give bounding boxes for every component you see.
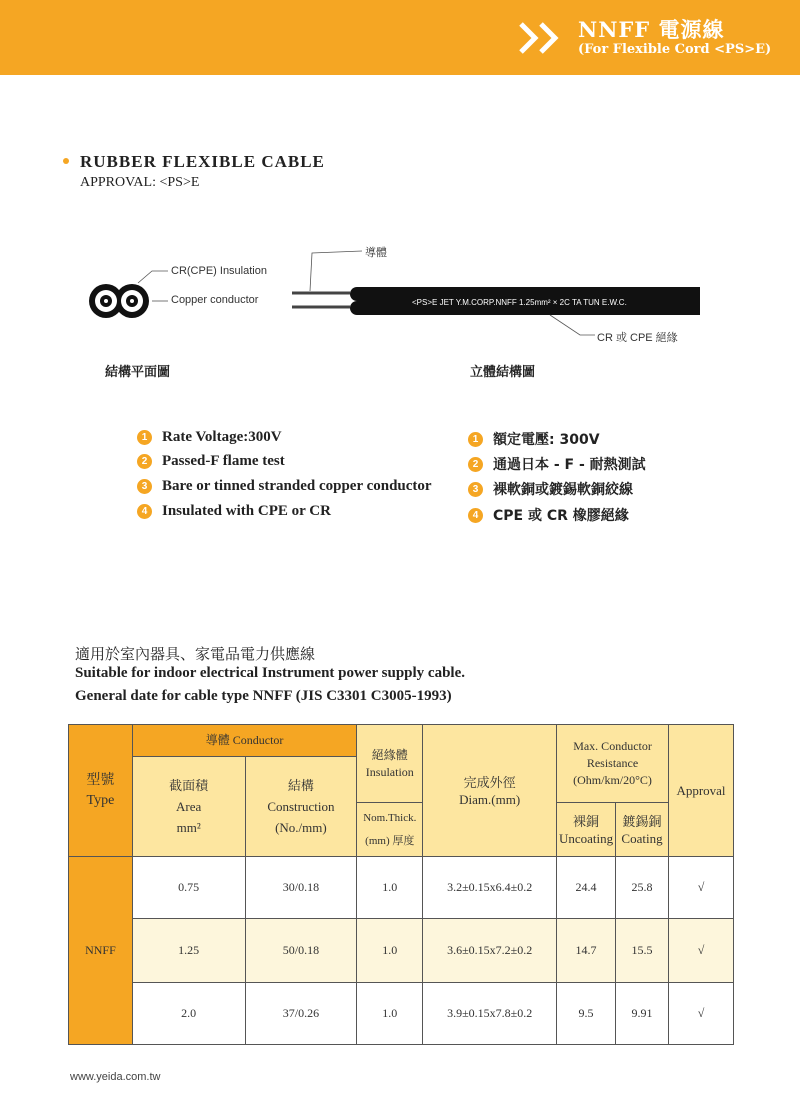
uncoating-zh: 裸銅 xyxy=(573,813,600,829)
area-zh: 截面積 xyxy=(169,778,209,793)
number-3-icon: 3 xyxy=(468,482,483,497)
area-header xyxy=(132,757,245,857)
construction-cell: 30/0.18 xyxy=(245,857,357,919)
insulation-en: Insulation xyxy=(365,764,414,779)
number-4-icon: 4 xyxy=(468,508,483,523)
cable-marking: <PS>E JET Y.M.CORP.NNFF 1.25mm² × 2C TA TUN E.W.C. xyxy=(412,298,627,307)
approval-cell: √ xyxy=(668,919,733,983)
table-row xyxy=(69,857,734,919)
label-insulation: CR(CPE) Insulation xyxy=(171,265,267,277)
diam-zh: 完成外徑 xyxy=(463,774,516,790)
spec-table xyxy=(68,724,734,1045)
page-subtitle: (For Flexible Cord <PS>E) xyxy=(578,42,772,57)
label-copper-conductor: Copper conductor xyxy=(171,294,259,306)
coating-cell: 15.5 xyxy=(616,919,669,983)
usage-en: Suitable for indoor electrical Instrument power supply cable. xyxy=(75,665,465,681)
uncoating-cell: 9.5 xyxy=(557,983,616,1045)
thickness-cell: 1.0 xyxy=(357,919,423,983)
insulation-header xyxy=(357,725,423,803)
feature-en-4 xyxy=(137,503,331,520)
diam-cell: 3.2±0.15x6.4±0.2 xyxy=(423,857,557,919)
diam-en: Diam.(mm) xyxy=(459,791,521,807)
feature-text: Bare or tinned stranded copper conductor xyxy=(162,478,432,494)
usage-general: General date for cable type NNFF (JIS C3301 C3005-1993) xyxy=(75,688,452,704)
construction-zh: 結構 xyxy=(287,778,314,793)
feature-zh-1 xyxy=(468,429,600,449)
construction-cell: 50/0.18 xyxy=(245,919,357,983)
resistance-line-3: (Ohm/km/20°C) xyxy=(573,773,652,787)
uncoating-cell: 24.4 xyxy=(557,857,616,919)
number-2-icon: 2 xyxy=(468,457,483,472)
area-unit: mm² xyxy=(176,820,201,835)
feature-text: Rate Voltage:300V xyxy=(162,429,282,445)
area-cell: 2.0 xyxy=(132,983,245,1045)
footer-url: www.yeida.com.tw xyxy=(70,1071,161,1083)
type-zh: 型號 xyxy=(86,772,115,788)
caption-plan: 結構平面圖 xyxy=(105,365,171,380)
feature-text: 通過日本 - F - 耐熱測試 xyxy=(493,457,646,473)
construction-en: Construction xyxy=(267,799,335,814)
diam-cell: 3.9±0.15x7.8±0.2 xyxy=(423,983,557,1045)
number-3-icon: 3 xyxy=(137,479,152,494)
nom-thick: Nom.Thick. xyxy=(363,811,417,824)
table-row xyxy=(69,919,734,983)
section-title: RUBBER FLEXIBLE CABLE xyxy=(80,152,325,171)
resistance-line-1: Max. Conductor xyxy=(573,739,652,753)
coating-header xyxy=(616,803,669,857)
header-banner xyxy=(0,0,800,75)
feature-zh-4 xyxy=(468,505,629,525)
uncoating-en: Uncoating xyxy=(558,830,614,846)
feature-en-1 xyxy=(137,429,282,446)
thickness-cell: 1.0 xyxy=(357,857,423,919)
approval-header: Approval xyxy=(668,725,733,857)
feature-zh-2 xyxy=(468,454,646,474)
approval-text: APPROVAL: <PS>E xyxy=(80,175,200,190)
construction-header xyxy=(245,757,357,857)
feature-text: CPE 或 CR 橡膠絕緣 xyxy=(493,508,629,524)
feature-en-3 xyxy=(137,478,432,495)
cross-section-icon xyxy=(89,284,149,318)
feature-text: 裸軟銅或鍍錫軟銅絞線 xyxy=(493,482,633,498)
construction-unit: (No./mm) xyxy=(275,820,327,835)
double-chevron-right-icon xyxy=(515,20,575,56)
bullet-icon xyxy=(63,158,69,164)
type-en: Type xyxy=(86,792,115,808)
area-en: Area xyxy=(176,799,202,814)
number-2-icon: 2 xyxy=(137,454,152,469)
label-conductor-zh: 導體 xyxy=(365,247,387,259)
approval-cell: √ xyxy=(668,983,733,1045)
coating-cell: 9.91 xyxy=(616,983,669,1045)
table-row xyxy=(69,983,734,1045)
label-cr-cpe-zh: CR 或 CPE 絕緣 xyxy=(597,332,678,344)
feature-text: Passed-F flame test xyxy=(162,453,285,469)
feature-text: 額定電壓: 300V xyxy=(493,432,600,448)
area-cell: 0.75 xyxy=(132,857,245,919)
resistance-line-2: Resistance xyxy=(586,756,639,770)
page-title: NNFF 電源線 xyxy=(578,17,725,42)
conductor-header: 導體 Conductor xyxy=(132,725,356,757)
uncoating-header xyxy=(557,803,616,857)
diam-header xyxy=(423,725,557,857)
construction-cell: 37/0.26 xyxy=(245,983,357,1045)
type-header xyxy=(69,725,133,857)
feature-text: Insulated with CPE or CR xyxy=(162,503,331,519)
resistance-header xyxy=(557,725,669,803)
thickness-header xyxy=(357,803,423,857)
coating-en: Coating xyxy=(621,830,663,846)
diam-cell: 3.6±0.15x7.2±0.2 xyxy=(423,919,557,983)
coating-cell: 25.8 xyxy=(616,857,669,919)
feature-en-2 xyxy=(137,453,285,470)
thickness-cell: 1.0 xyxy=(357,983,423,1045)
type-value: NNFF xyxy=(69,857,133,1045)
feature-zh-3 xyxy=(468,479,633,499)
usage-zh: 適用於室內器具、家電品電力供應線 xyxy=(75,645,316,663)
approval-cell: √ xyxy=(668,857,733,919)
number-1-icon: 1 xyxy=(137,430,152,445)
caption-3d: 立體結構圖 xyxy=(470,365,536,380)
number-1-icon: 1 xyxy=(468,432,483,447)
area-cell: 1.25 xyxy=(132,919,245,983)
thick-unit: (mm) 厚度 xyxy=(365,834,415,847)
number-4-icon: 4 xyxy=(137,504,152,519)
insulation-zh: 絕緣體 xyxy=(371,747,408,762)
uncoating-cell: 14.7 xyxy=(557,919,616,983)
coating-zh: 鍍錫銅 xyxy=(622,813,662,829)
